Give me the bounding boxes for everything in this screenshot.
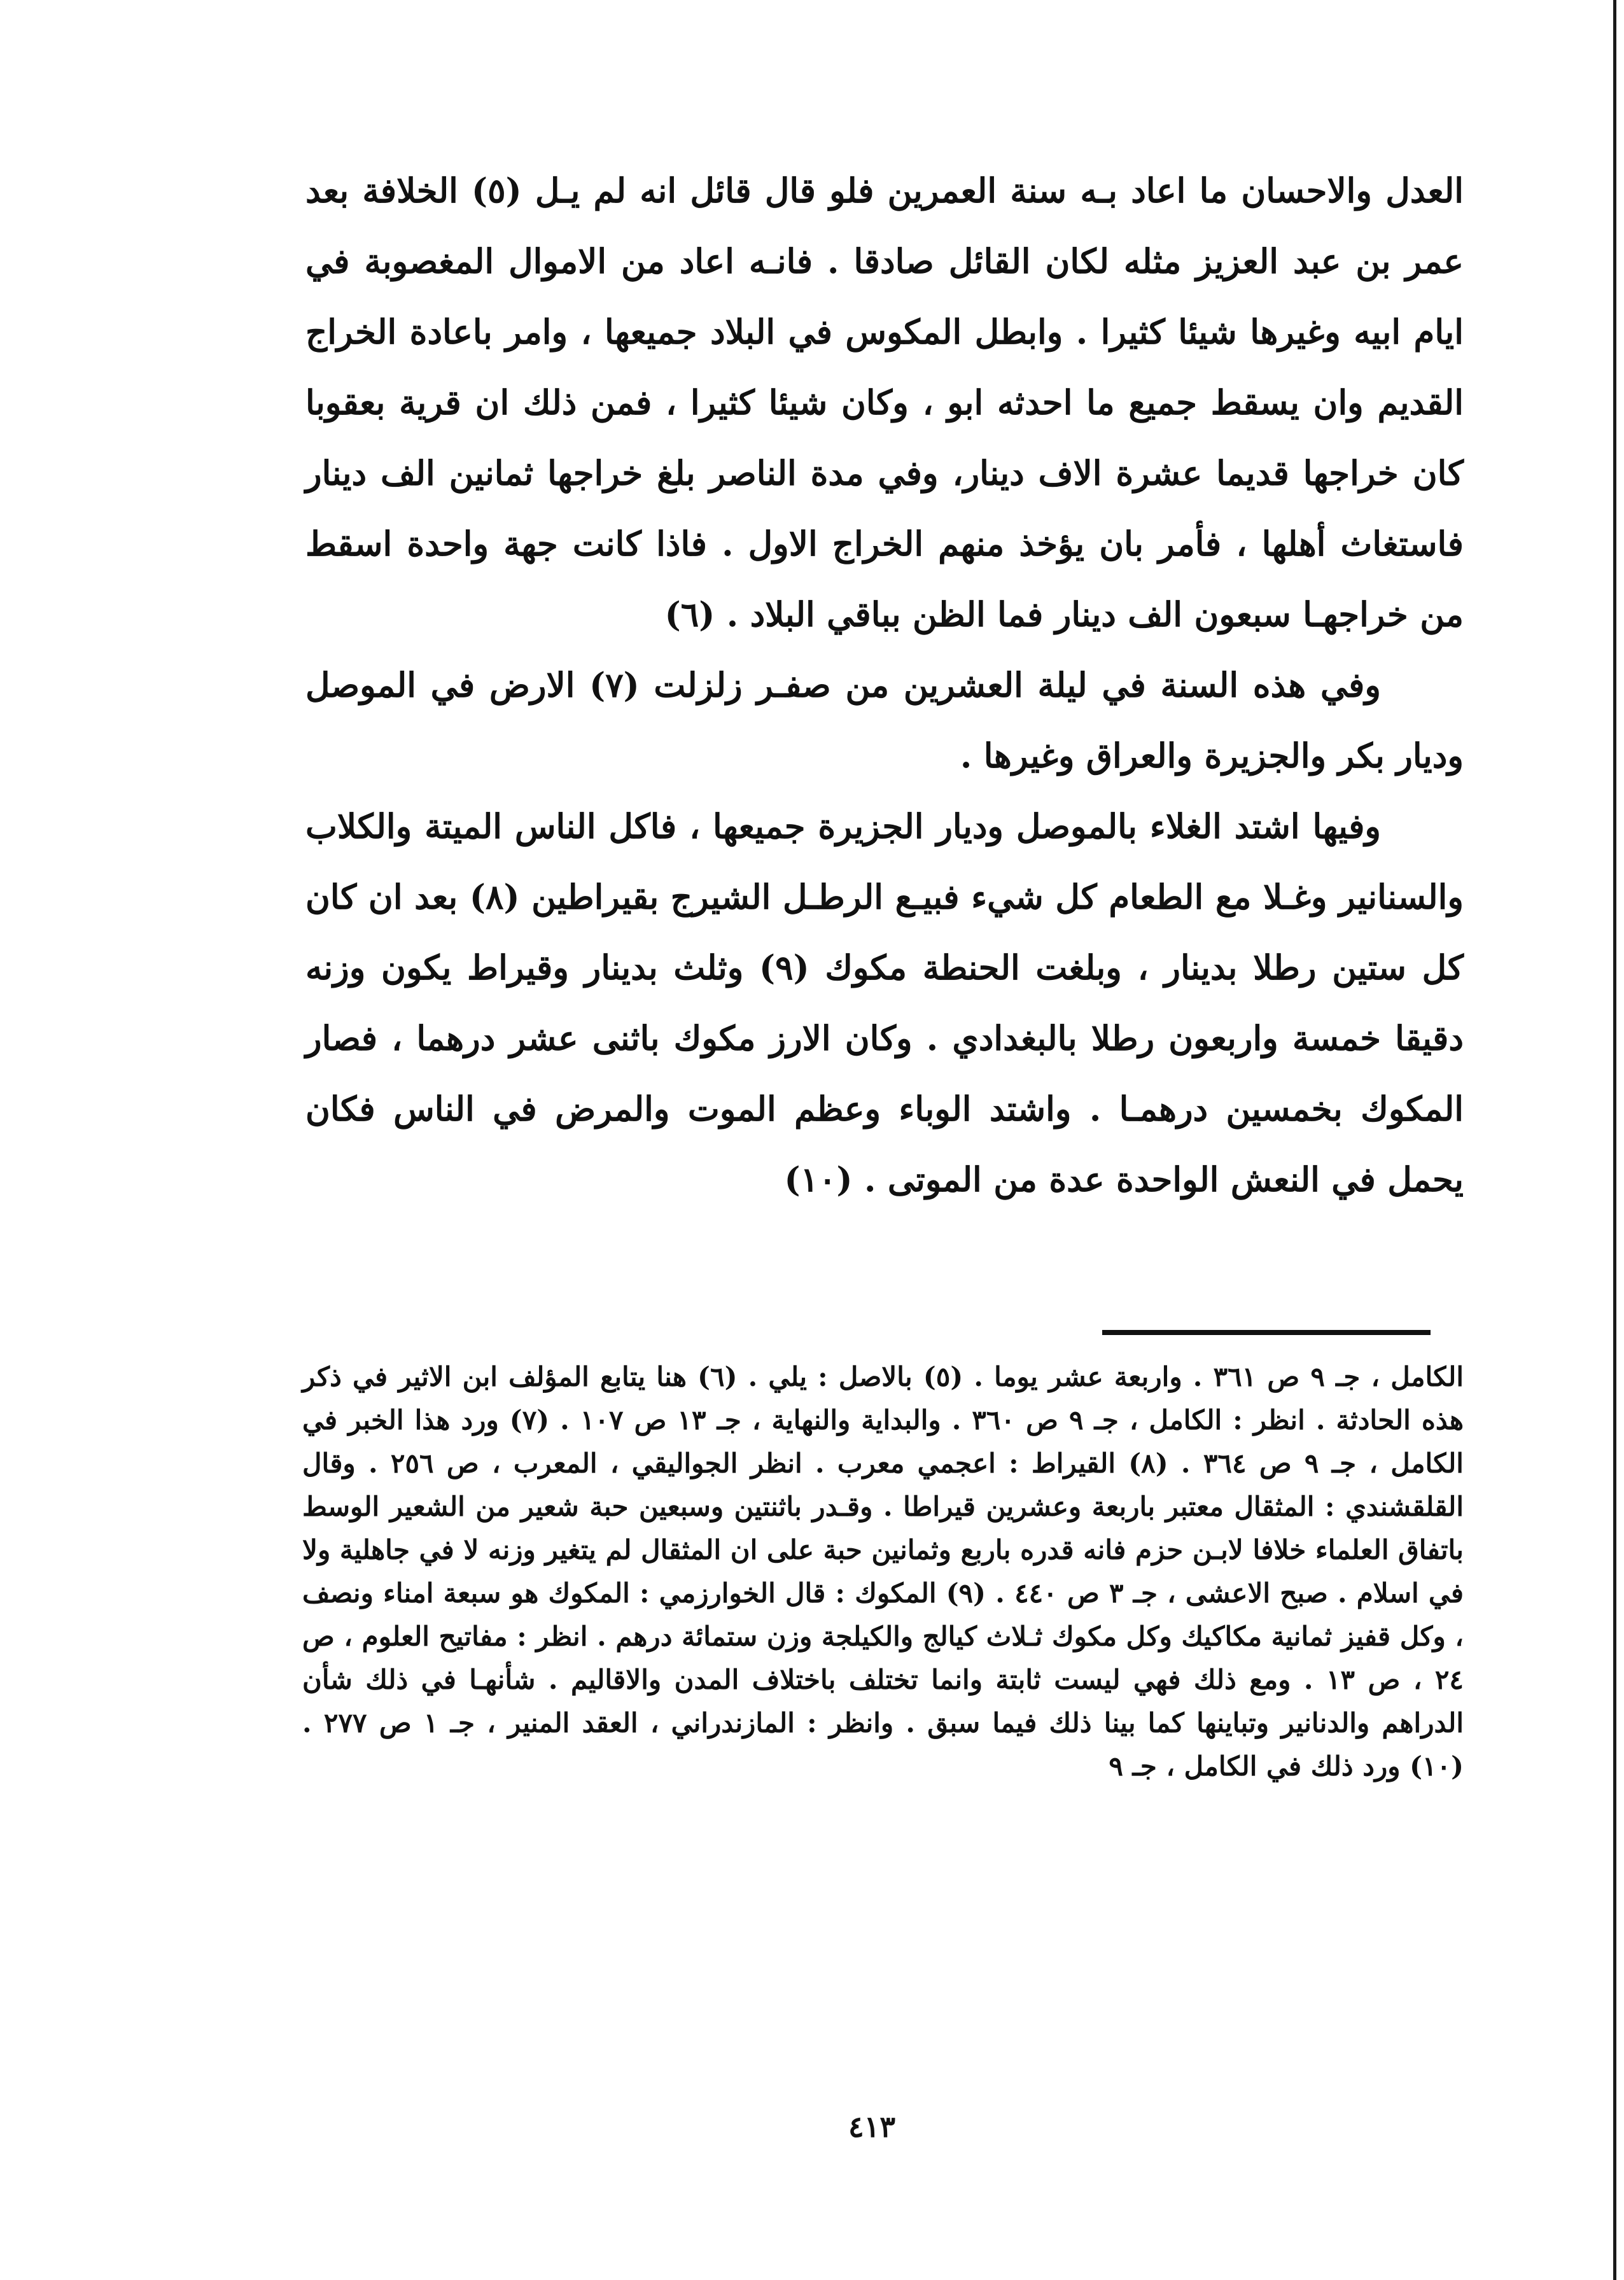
page-right-border <box>1613 0 1616 2280</box>
footnotes-block <box>302 1355 1464 1788</box>
paragraph-2: وفي هذه السنة في ليلة العشرين من صفـر زلزلت (٧) الارض في الموصل وديار بكر والجزيرة والعراق وغيرها . <box>305 666 1464 776</box>
page-number: ٤١٣ <box>848 2109 896 2144</box>
footnotes-text: الكامل ، جـ ٩ ص ٣٦١ . واربعة عشر يوما . (٥) بالاصل : يلي . (٦) هنا يتابع المؤلف ابن الاثير في ذكر هذه الحادثة . انظر : الكامل ، جـ ٩ ص ٣٦٠ . والبداية والنهاية ، جـ ١٣ ص ١٠٧ . (٧) ورد هذا الخبر في الكامل ، جـ ٩ ص ٣٦٤ . (٨) القيراط : اعجمي معرب . انظر الجواليقي ، المعرب ، ص ٢٥٦ . وقال القلقشندي : المثقال معتبر باربعة وعشرين قيراطا . وقـدر باثنتين وسبعين حبة شعير من الشعير الوسط باتفاق العلماء خلافا لابـن حزم فانه قدره باربع وثمانين حبة على ان المثقال لم يتغير وزنه لا في جاهلية ولا في اسلام . صبح الاعشى ، جـ ٣ ص ٤٤٠ . (٩) المكوك : قال الخوارزمي : المكوك هو سبعة امناء ونصف ، وكل قفيز ثمانية مكاكيك وكل مكوك ثـلاث كيالج والكيلجة وزن ستمائة درهم . انظر : مفاتيح العلوم ، ص ٢٤ ، ص ١٣ . ومع ذلك فهي ليست ثابتة وانما تختلف باختلاف المدن والاقاليم . شأنهـا في ذلك شأن الدراهم والدنانير وتباينها كما بينا ذلك فيما سبق . وانظر : المازندراني ، العقد المنير ، جـ ١ ص ٢٧٧ . (١٠) ورد ذلك في الكامل ، جـ ٩ <box>302 1361 1464 1782</box>
paragraph-3: وفيها اشتد الغلاء بالموصل وديار الجزيرة جميعها ، فاكل الناس الميتة والكلاب والسنانير وغـلا مع الطعام كل شيء فبيـع الرطـل الشيرج بقيراطين (٨) بعد ان كان كل ستين رطلا بدينار ، وبلغت الحنطة مكوك (٩) وثلث بدينار وقيراط يكون وزنه دقيقا خمسة واربعون رطلا بالبغدادي . وكان الارز مكوك باثنى عشر درهما ، فصار المكوك بخمسين درهمـا . واشتد الوباء وعظم الموت والمرض في الناس فكان يحمل في النعش الواحدة عدة من الموتى . (١٠) <box>305 807 1464 1199</box>
paragraph-1: العدل والاحسان ما اعاد بـه سنة العمرين فلو قال قائل انه لم يـل (٥) الخلافة بعد عمر بن عبد العزيز مثله لكان القائل صادقا . فانـه اعاد من الاموال المغصوبة في ايام ابيه وغيرها شيئا كثيرا . وابطل المكوس في البلاد جميعها ، وامر باعادة الخراج القديم وان يسقط جميع ما احدثه ابو ، وكان شيئا كثيرا ، فمن ذلك ان قرية بعقوبا كان خراجها قديما عشرة الاف دينار، وفي مدة الناصر بلغ خراجها ثمانين الف دينار فاستغاث أهلها ، فأمر بان يؤخذ منهم الخراج الاول . فاذا كانت جهة واحدة اسقط من خراجهـا سبعون الف دينار فما الظن بباقي البلاد . (٦) <box>305 171 1464 634</box>
footnote-divider <box>1102 1330 1431 1335</box>
main-body-text <box>305 156 1464 1215</box>
